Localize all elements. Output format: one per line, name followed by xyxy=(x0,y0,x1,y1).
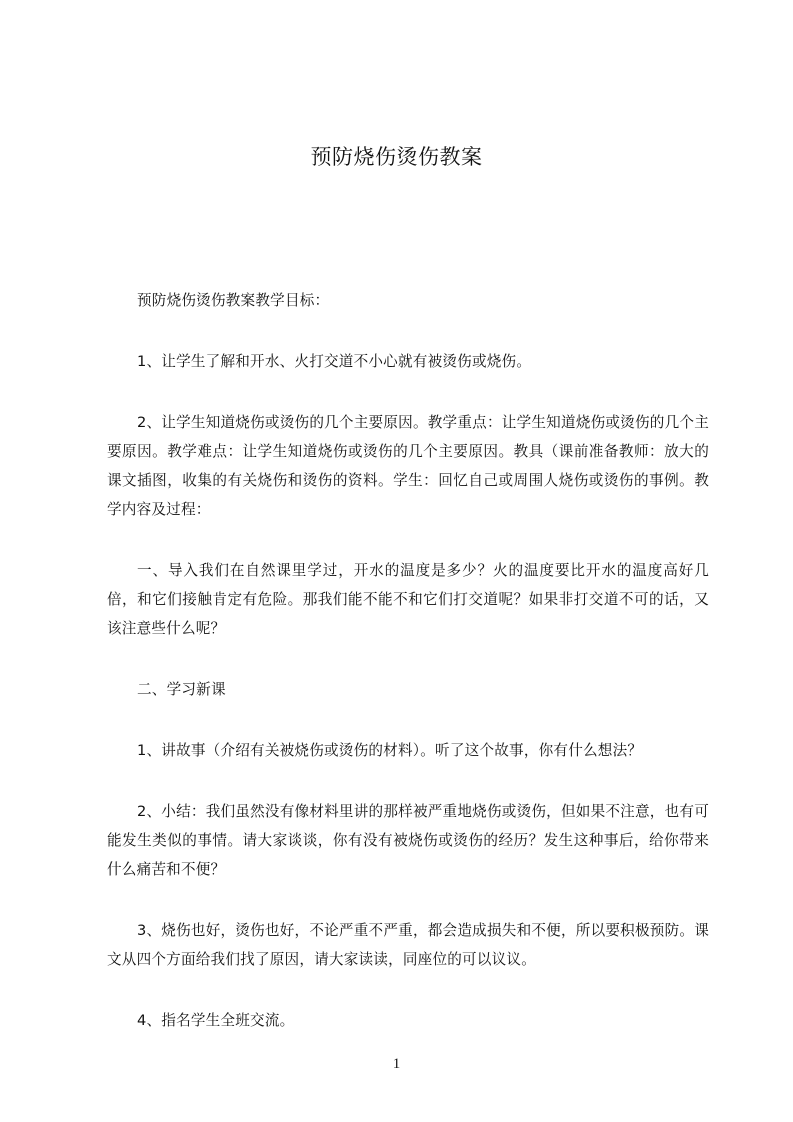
paragraph-prevention: 3、烧伤也好，烫伤也好，不论严重不严重，都会造成损失和不便，所以要积极预防。课文从四个方面给我们找了原因，请大家读读，同座位的可以议议。 xyxy=(107,922,709,968)
paragraph-introduction: 一、导入我们在自然课里学过，开水的温度是多少？火的温度要比开水的温度高好几倍，和它们接触肯定有危险。那我们能不能不和它们打交道呢？如果非打交道不可的话，又该注意些什么呢？ xyxy=(107,562,709,637)
paragraph-class-discussion: 4、指名学生全班交流。 xyxy=(137,1012,295,1029)
paragraph-new-lesson-heading: 二、学习新课 xyxy=(137,681,226,698)
page-number: 1 xyxy=(392,1056,401,1072)
paragraph-objective-2: 2、让学生知道烧伤或烫伤的几个主要原因。教学重点：让学生知道烧伤或烫伤的几个主要原因。教学难点：让学生知道烧伤或烫伤的几个主要原因。教具（课前准备教师：放大的课文插图，收集的有关烧伤和烫伤的资料。学生：回忆自己或周围人烧伤或烫伤的事例。教学内容及过程： xyxy=(107,414,709,518)
document-body xyxy=(107,286,709,1067)
paragraph-summary: 2、小结：我们虽然没有像材料里讲的那样被严重地烧伤或烫伤，但如果不注意，也有可能发生类似的事情。请大家谈谈，你有没有被烧伤或烫伤的经历？发生这种事后，给你带来什么痛苦和不便？ xyxy=(107,803,709,878)
document-title: 预防烧伤烫伤教案 xyxy=(310,145,483,169)
paragraph-objectives-heading: 预防烧伤烫伤教案教学目标： xyxy=(137,292,330,309)
paragraph-objective-1: 1、让学生了解和开水、火打交道不小心就有被烫伤或烧伤。 xyxy=(137,353,532,370)
paragraph-story: 1、讲故事（介绍有关被烧伤或烫伤的材料）。听了这个故事，你有什么想法？ xyxy=(137,742,643,759)
